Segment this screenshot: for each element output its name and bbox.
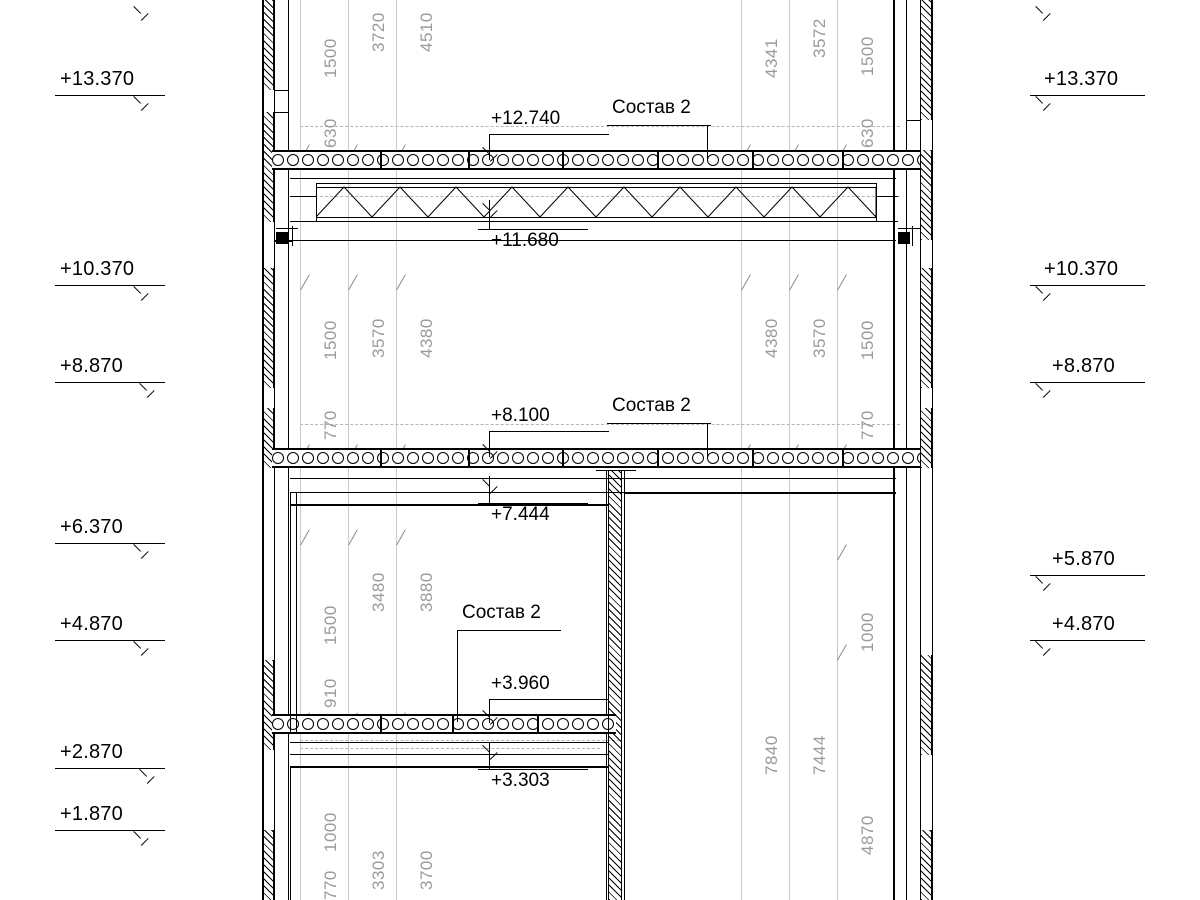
ceiling-line (290, 478, 896, 479)
dimension-text: 3572 (810, 18, 829, 58)
interior-level-label: +8.100 (491, 405, 550, 426)
dimension-tick (837, 274, 847, 290)
truss-support-right (872, 221, 898, 222)
dimension-tick (348, 274, 358, 290)
interior-level-leader (478, 229, 588, 230)
finish-layer (300, 748, 600, 749)
elevation-arrow (134, 96, 148, 110)
construction-line (876, 196, 898, 197)
wall-detail-line (274, 112, 288, 113)
dimension-tick (837, 544, 847, 560)
guide-line (300, 126, 900, 127)
wall-hatch-right (920, 150, 932, 240)
construction-line (608, 470, 609, 494)
elevation-leader (55, 543, 165, 544)
dimension-text: 770 (858, 410, 877, 440)
construction-line (596, 470, 636, 471)
interior-level-leader (478, 503, 588, 504)
elevation-label-right: +4.870 (1052, 613, 1115, 635)
dimension-text: 770 (321, 410, 340, 440)
interior-level-arrow (483, 203, 497, 217)
dimension-text: 3570 (369, 318, 388, 358)
elevation-arrow (134, 6, 148, 20)
elevation-arrow (134, 641, 148, 655)
dimension-tick (741, 274, 751, 290)
interior-level-leader (478, 769, 588, 770)
note-tick (707, 423, 708, 459)
note-leader (607, 423, 711, 424)
floor-edge (290, 766, 291, 900)
dimension-tick (396, 529, 406, 545)
wall-detail-line (274, 90, 288, 91)
elevation-arrow (134, 831, 148, 845)
note-tick (457, 630, 458, 722)
truss-bottom-chord-2 (316, 221, 876, 222)
wall-hatch-right (920, 0, 932, 120)
dimension-text: 3570 (810, 318, 829, 358)
interior-level-label: +12.740 (491, 108, 561, 129)
elevation-leader (55, 95, 165, 96)
elevation-label-right: +8.870 (1052, 355, 1115, 377)
elevation-arrow (134, 544, 148, 558)
wall-hatch-right (920, 655, 932, 755)
dimension-text: 7840 (762, 735, 781, 775)
dimension-tick (837, 644, 847, 660)
dimension-text: 1500 (858, 320, 877, 360)
elevation-label-left: +8.870 (60, 355, 123, 377)
guide-line (300, 740, 620, 741)
dimension-text: 770 (321, 870, 340, 900)
ceiling-line (290, 742, 608, 743)
guide-line (300, 424, 900, 425)
truss-end-post-left (316, 183, 317, 221)
interior-level-leader (489, 699, 609, 700)
interior-level-leader (489, 134, 609, 135)
note-sostav-2: Состав 2 (612, 395, 691, 416)
interior-level-label: +11.680 (491, 230, 559, 251)
wall-hatch-left (262, 0, 274, 90)
dimension-text: 1500 (321, 605, 340, 645)
dimension-text: 3880 (417, 572, 436, 612)
dimension-text: 3700 (417, 850, 436, 890)
elevation-arrow (134, 286, 148, 300)
elevation-label-right: +10.370 (1044, 258, 1119, 280)
interior-level-arrow (483, 710, 497, 724)
note-tick (707, 125, 708, 161)
dimension-tick (396, 274, 406, 290)
elevation-leader (55, 285, 165, 286)
dimension-text: 3480 (369, 572, 388, 612)
dimension-text: 1500 (321, 38, 340, 78)
bearing-detail-line (898, 228, 920, 229)
construction-line (290, 196, 316, 197)
elevation-arrow (1036, 286, 1050, 300)
elevation-arrow (1036, 383, 1050, 397)
interior-level-leader (489, 431, 609, 432)
note-sostav-2: Состав 2 (462, 602, 541, 623)
dimension-tick (789, 274, 799, 290)
dimension-text: 1500 (321, 320, 340, 360)
floor-slab-12740 (272, 150, 920, 170)
wall-hatch-left (262, 660, 274, 750)
bearing-detail-right (912, 226, 913, 246)
interior-column-left (290, 492, 291, 732)
interior-partition-edge (606, 470, 607, 900)
floor-slab-3960 (272, 714, 616, 734)
elevation-arrow (1036, 576, 1050, 590)
note-leader (607, 125, 711, 126)
elevation-arrow (140, 383, 154, 397)
note-leader (457, 630, 561, 631)
dimension-text: 3720 (369, 12, 388, 52)
dimension-tick (300, 274, 310, 290)
truss-end-post-right (876, 183, 877, 221)
elevation-label-left: +1.870 (60, 803, 123, 825)
elevation-arrow (1036, 6, 1050, 20)
interior-column-left-2 (296, 492, 297, 732)
wall-detail-line (906, 120, 920, 121)
elevation-label-right: +5.870 (1052, 548, 1115, 570)
truss-support-left (290, 221, 320, 222)
ceiling-line (290, 240, 896, 241)
interior-level-arrow (483, 444, 497, 458)
interior-partition-edge (624, 470, 625, 900)
wall-detail-line (906, 150, 920, 151)
interior-level-label: +3.960 (491, 673, 550, 694)
wall-hatch-right (920, 830, 932, 900)
hollow-core-voids (272, 154, 920, 166)
hollow-core-voids (272, 718, 616, 730)
dimension-text: 4510 (417, 12, 436, 52)
dimension-text: 4341 (762, 38, 781, 78)
elevation-label-right: +13.370 (1044, 68, 1119, 90)
dimension-text: 630 (858, 118, 877, 148)
dimension-text: 7444 (810, 735, 829, 775)
elevation-leader (55, 830, 165, 831)
bearing-plate-left (276, 232, 288, 244)
dimension-text: 1500 (858, 36, 877, 76)
dimension-text: 4380 (762, 318, 781, 358)
ceiling-line (290, 178, 896, 179)
interior-level-arrow (483, 479, 497, 493)
elevation-leader (55, 640, 165, 641)
dimension-text: 4380 (417, 318, 436, 358)
bearing-detail-line (276, 228, 298, 229)
wall-hatch-right (920, 408, 932, 468)
elevation-label-left: +4.870 (60, 613, 123, 635)
interior-level-arrow (483, 745, 497, 759)
bearing-detail-left (292, 226, 293, 246)
interior-level-arrow (483, 147, 497, 161)
interior-level-label: +3.303 (491, 770, 550, 791)
wall-hatch-left (262, 830, 274, 900)
floor-line (290, 504, 608, 506)
dimension-text: 630 (321, 118, 340, 148)
interior-partition (608, 470, 622, 900)
bearing-plate-right (898, 232, 910, 244)
elevation-label-left: +2.870 (60, 741, 123, 763)
elevation-arrow (1036, 96, 1050, 110)
elevation-label-left: +10.370 (60, 258, 135, 280)
ceiling-line (290, 754, 608, 755)
note-sostav-2: Состав 2 (612, 97, 691, 118)
dimension-text: 1000 (858, 612, 877, 652)
steel-truss (316, 183, 876, 221)
elevation-arrow (1036, 641, 1050, 655)
dimension-text: 910 (321, 678, 340, 708)
dimension-text: 3303 (369, 850, 388, 890)
exterior-wall-line-right-outer (932, 0, 933, 900)
dimension-tick (300, 529, 310, 545)
interior-level-label: +7.444 (491, 504, 550, 525)
truss-web-members (316, 183, 876, 221)
floor-line (624, 492, 896, 494)
dimension-tick (348, 529, 358, 545)
floor-line (290, 766, 608, 768)
hollow-core-voids (272, 452, 920, 464)
elevation-arrow (140, 769, 154, 783)
elevation-label-left: +13.370 (60, 68, 135, 90)
floor-slab-8100 (272, 448, 920, 468)
wall-hatch-right (920, 268, 932, 388)
interior-column-mid (608, 470, 609, 900)
elevation-label-left: +6.370 (60, 516, 123, 538)
dimension-text: 1000 (321, 812, 340, 852)
wall-hatch-left (262, 268, 274, 388)
dimension-text: 4870 (858, 815, 877, 855)
